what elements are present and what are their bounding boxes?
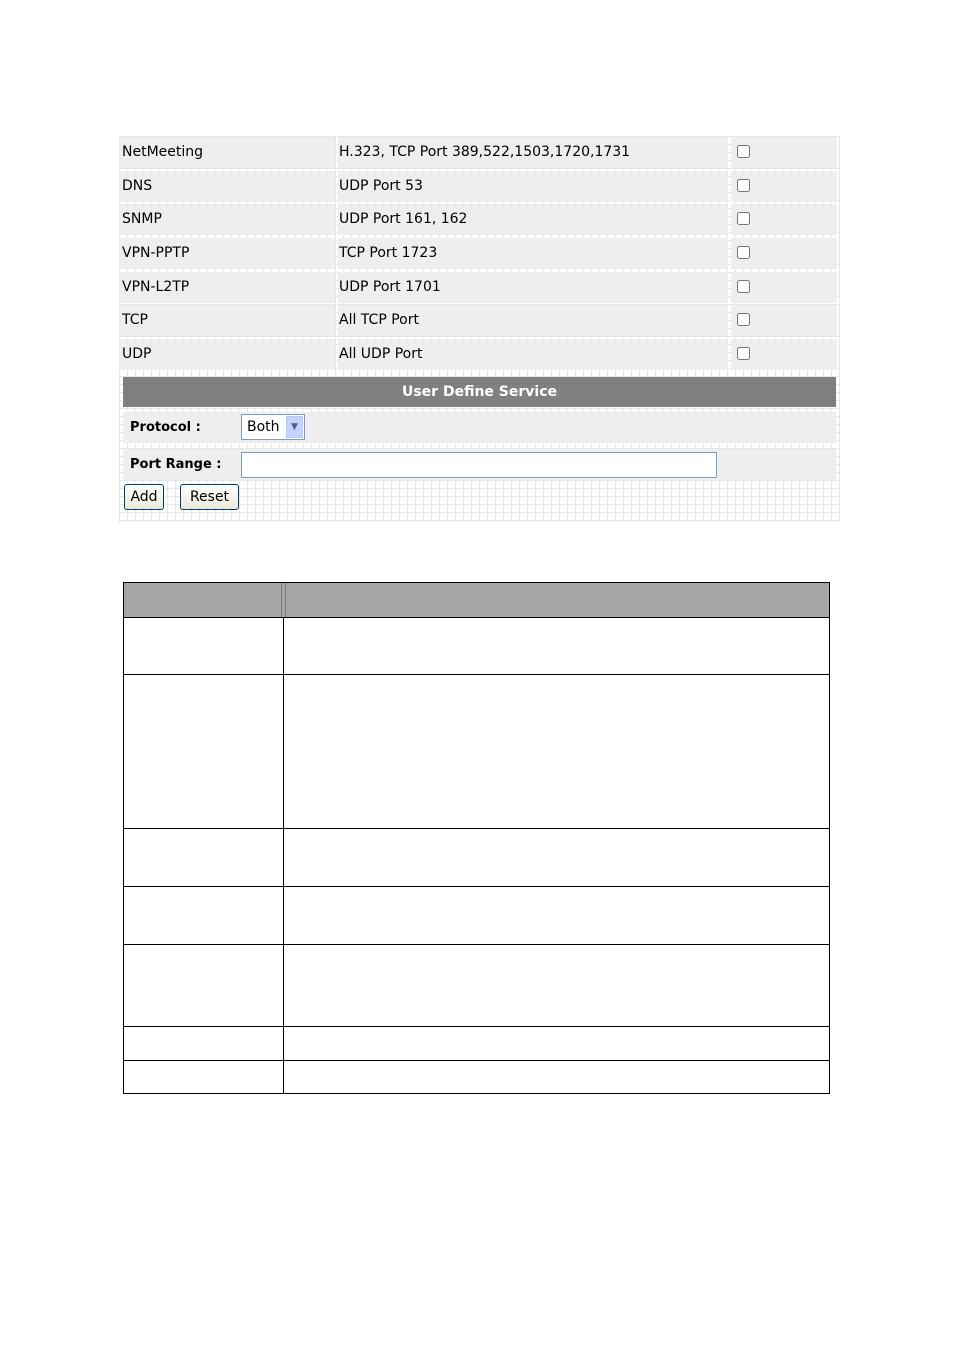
column-divider (283, 945, 284, 1026)
service-ports: UDP Port 161, 162 (338, 204, 728, 235)
user-define-service-header: User Define Service (123, 377, 836, 407)
column-divider (281, 583, 286, 617)
service-checkbox[interactable] (737, 179, 750, 192)
reset-button[interactable]: Reset (180, 484, 239, 510)
service-checkbox[interactable] (737, 246, 750, 259)
add-button[interactable]: Add (124, 484, 164, 510)
column-divider (283, 1061, 284, 1094)
service-checkbox[interactable] (737, 313, 750, 326)
port-range-input[interactable] (241, 452, 717, 478)
table-row (124, 1026, 829, 1060)
service-row-udp (119, 339, 837, 370)
service-name: DNS (119, 171, 335, 202)
column-divider (283, 887, 284, 944)
service-name: SNMP (119, 204, 335, 235)
service-name: UDP (119, 339, 335, 370)
service-row-tcp (119, 305, 837, 336)
protocol-label: Protocol : (130, 420, 201, 435)
table-row (124, 617, 829, 674)
service-name: NetMeeting (119, 137, 335, 168)
service-checkbox-cell (731, 171, 837, 202)
table-row (124, 1060, 829, 1094)
column-divider (283, 829, 284, 886)
description-table (123, 582, 830, 1094)
service-ports: TCP Port 1723 (338, 238, 728, 269)
table-header-row (124, 583, 829, 617)
service-panel (119, 136, 841, 522)
table-row (124, 944, 829, 1026)
service-ports: UDP Port 53 (338, 171, 728, 202)
service-checkbox-cell (731, 305, 837, 336)
port-range-label: Port Range : (130, 457, 222, 472)
service-name: VPN-L2TP (119, 272, 335, 303)
service-checkbox-cell (731, 339, 837, 370)
protocol-row (123, 412, 836, 443)
service-ports: All TCP Port (338, 305, 728, 336)
service-checkbox[interactable] (737, 212, 750, 225)
service-checkbox[interactable] (737, 280, 750, 293)
service-checkbox-cell (731, 137, 837, 168)
column-divider (283, 618, 284, 674)
service-checkbox-cell (731, 272, 837, 303)
column-divider (283, 675, 284, 828)
service-checkbox-cell (731, 238, 837, 269)
table-row (124, 828, 829, 886)
service-ports: UDP Port 1701 (338, 272, 728, 303)
protocol-selected-value: Both (247, 419, 280, 435)
chevron-down-icon[interactable]: ▼ (286, 416, 303, 438)
port-range-row (123, 449, 836, 480)
service-row-vpn-l2tp (119, 272, 837, 303)
service-row-dns (119, 171, 837, 202)
table-row (124, 886, 829, 944)
service-row-snmp (119, 204, 837, 235)
service-checkbox-cell (731, 204, 837, 235)
table-row (124, 674, 829, 828)
service-name: TCP (119, 305, 335, 336)
service-ports: All UDP Port (338, 339, 728, 370)
service-row-netmeeting (119, 137, 837, 168)
service-ports: H.323, TCP Port 389,522,1503,1720,1731 (338, 137, 728, 168)
protocol-select[interactable] (241, 414, 305, 440)
service-checkbox[interactable] (737, 145, 750, 158)
service-row-vpn-pptp (119, 238, 837, 269)
service-name: VPN-PPTP (119, 238, 335, 269)
service-checkbox[interactable] (737, 347, 750, 360)
column-divider (283, 1027, 284, 1060)
